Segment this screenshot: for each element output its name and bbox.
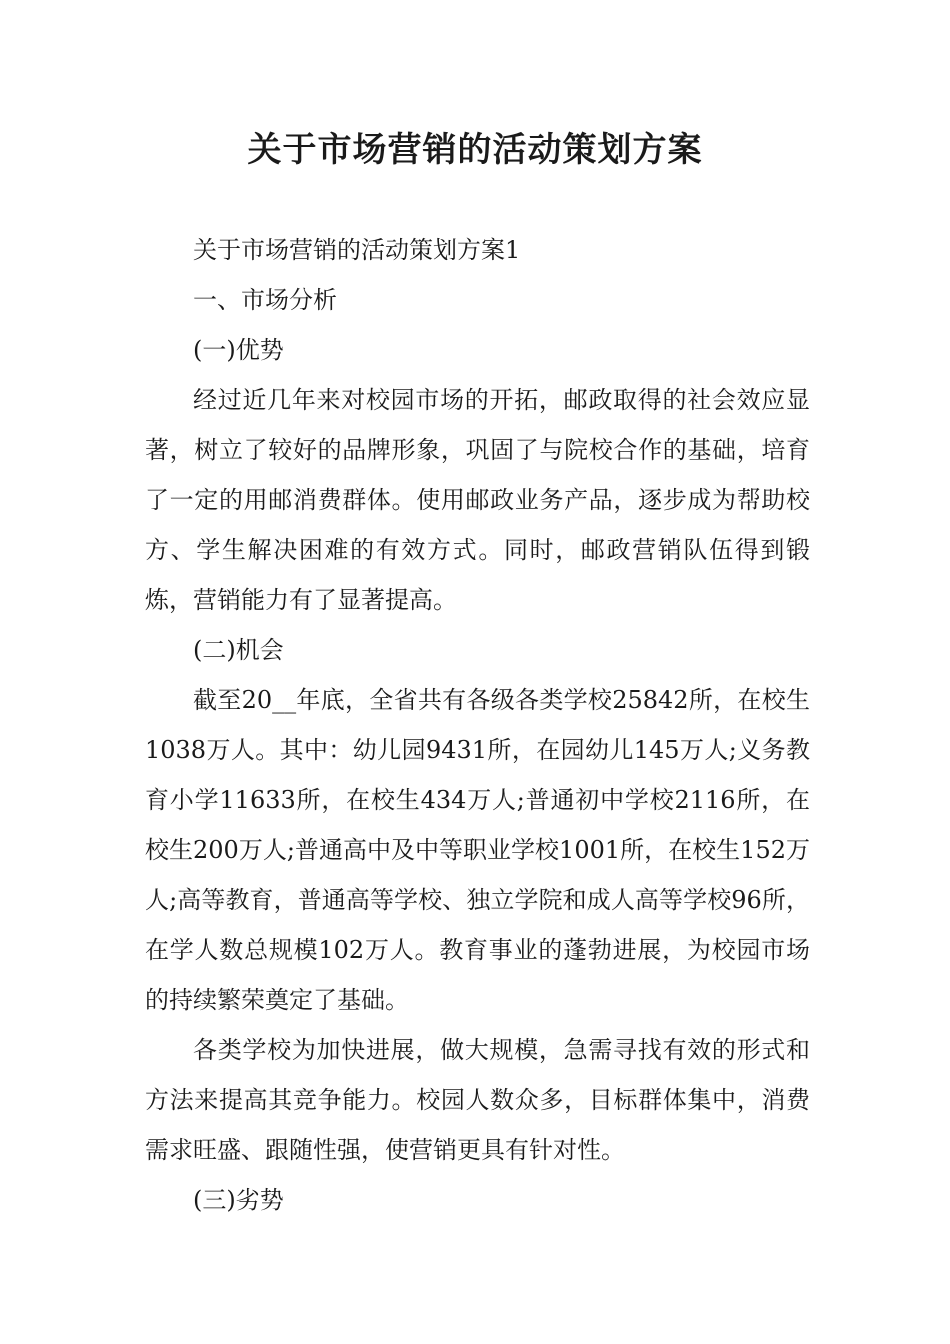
paragraph-opportunities-schools: 各类学校为加快进展，做大规模，急需寻找有效的形式和方法来提高其竞争能力。校园人数众多，目标群体集中，消费需求旺盛、跟随性强，使营销更具有针对性。 [145, 1036, 810, 1164]
paragraph-advantages: 经过近几年来对校园市场的开拓，邮政取得的社会效应显著，树立了较好的品牌形象，巩固了与院校合作的基础，培育了一定的用邮消费群体。使用邮政业务产品，逐步成为帮助校方、学生解决困难的有效方式。同时，邮政营销队伍得到锻炼，营销能力有了显著提高。 [145, 386, 810, 614]
document-title: 关于市场营销的活动策划方案 [247, 130, 703, 170]
document-body [145, 225, 810, 1225]
subsection-heading-opportunities: (二)机会 [193, 636, 284, 664]
subtitle-paragraph: 关于市场营销的活动策划方案1 [193, 236, 521, 264]
section-heading-market-analysis: 一、市场分析 [193, 286, 337, 314]
paragraph-opportunities-statistics: 截至20__年底，全省共有各级各类学校25842所，在校生1038万人。其中：幼儿园9431所，在园幼儿145万人;义务教育小学11633所，在校生434万人;普通初中学校2116所，在校生200万人;普通高中及中等职业学校1001所，在校生152万人;高等教育，普通高等学校、独立学院和成人高等学校96所，在学人数总规模102万人。教育事业的蓬勃进展，为校园市场的持续繁荣奠定了基础。 [145, 686, 810, 1014]
subsection-heading-disadvantages: (三)劣势 [193, 1186, 284, 1214]
subsection-heading-advantages: (一)优势 [193, 336, 284, 364]
